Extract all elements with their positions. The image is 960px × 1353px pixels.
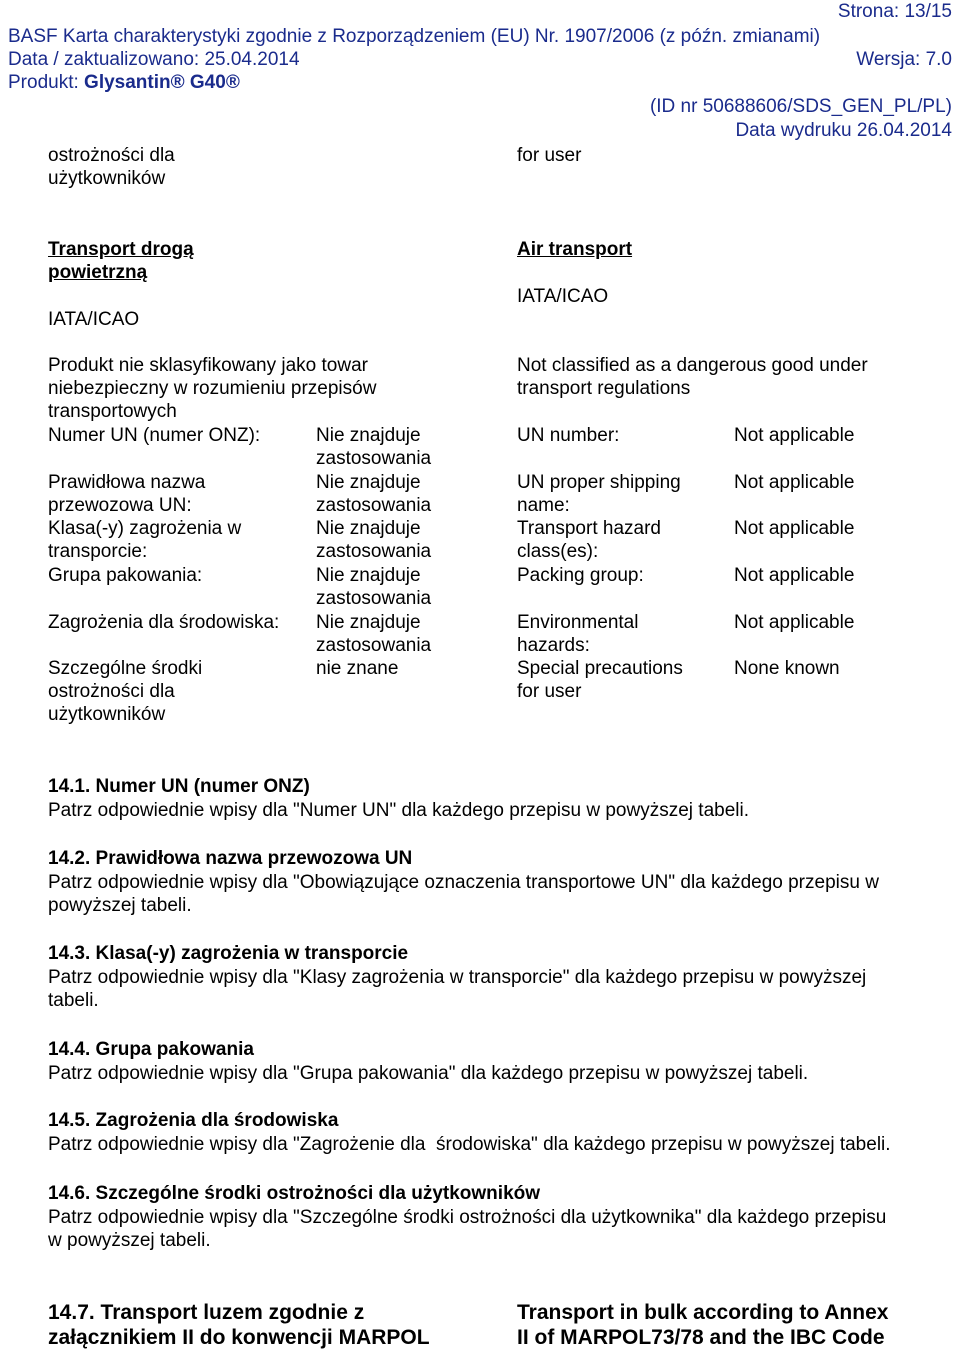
section-14-1-heading bbox=[48, 775, 310, 798]
air-row-special-precautions-label-pl: Szczególne środki ostrożności dla użytkowników bbox=[48, 658, 203, 725]
document-title: BASF Karta charakterystyki zgodnie z Rozporządzeniem (EU) Nr. 1907/2006 (z późn. zmianami) bbox=[8, 26, 821, 47]
section-14-2-heading bbox=[48, 847, 412, 870]
air-row-packing-group-value-pl: Nie znajduje zastosowania bbox=[316, 565, 432, 609]
version: Wersja: 7.0 bbox=[856, 49, 952, 70]
section-title: Szczególne środki ostrożności dla użytkowników bbox=[95, 1183, 541, 1204]
section-title: Numer UN (numer ONZ) bbox=[95, 776, 310, 797]
air-row-shipping-name-value-pl: Nie znajduje zastosowania bbox=[316, 472, 432, 516]
section-14-4-text: Patrz odpowiednie wpisy dla "Grupa pakowania" dla każdego przepisu w powyższej tabeli. bbox=[48, 1063, 809, 1084]
prev-row-label-pl: ostrożności dla użytkowników bbox=[48, 145, 175, 189]
prev-row-label-en: for user bbox=[517, 145, 582, 166]
air-row-hazard-class-label-en: Transport hazard class(es): bbox=[517, 518, 661, 562]
air-row-environmental-label-pl: Zagrożenia dla środowiska: bbox=[48, 612, 280, 633]
section-number: 14.5. bbox=[48, 1110, 91, 1131]
section-14-3-text: Patrz odpowiednie wpisy dla "Klasy zagrożenia w transporcie" dla każdego przepisu w powyższej tabeli. bbox=[48, 967, 867, 1011]
air-row-packing-group-label-en: Packing group: bbox=[517, 565, 644, 586]
section-title: Grupa pakowania bbox=[95, 1039, 254, 1060]
air-note-en: Not classified as a dangerous good under transport regulations bbox=[517, 355, 868, 399]
air-code-en: IATA/ICAO bbox=[517, 286, 609, 307]
product-prefix: Produkt: bbox=[8, 72, 85, 93]
section-title: Klasa(-y) zagrożenia w transporcie bbox=[95, 943, 409, 964]
page-number: Strona: 13/15 bbox=[837, 1, 952, 22]
section-14-6-text: Patrz odpowiednie wpisy dla "Szczególne środki ostrożności dla użytkownika" dla każdego przepisu w powyższej tabeli. bbox=[48, 1207, 887, 1251]
section-14-3-heading bbox=[48, 942, 408, 965]
section-number: 14.6. bbox=[48, 1183, 91, 1204]
product-name: Glysantin® G40® bbox=[84, 72, 240, 93]
section-14-1-text: Patrz odpowiednie wpisy dla "Numer UN" dla każdego przepisu w powyższej tabeli. bbox=[48, 800, 749, 821]
section-number: 14.4. bbox=[48, 1039, 91, 1060]
section-14-6-heading bbox=[48, 1182, 540, 1205]
section-14-7-heading-en: Transport in bulk according to Annex II of MARPOL73/78 and the IBC Code bbox=[517, 1301, 889, 1349]
air-row-special-precautions-value-pl: nie znane bbox=[316, 658, 399, 679]
section-14-5-heading bbox=[48, 1109, 338, 1132]
air-row-environmental-value-en: Not applicable bbox=[734, 612, 855, 633]
air-row-environmental-label-en: Environmental hazards: bbox=[517, 612, 639, 656]
air-row-hazard-class-label-pl: Klasa(-y) zagrożenia w transporcie: bbox=[48, 518, 242, 562]
air-title-en: Air transport bbox=[517, 239, 633, 260]
air-row-environmental-value-pl: Nie znajduje zastosowania bbox=[316, 612, 432, 656]
section-number: 14.1. bbox=[48, 776, 91, 797]
air-row-shipping-name-label-pl: Prawidłowa nazwa przewozowa UN: bbox=[48, 472, 206, 516]
section-title: Zagrożenia dla środowiska bbox=[95, 1110, 339, 1131]
air-note-pl: Produkt nie sklasyfikowany jako towar niebezpieczny w rozumieniu przepisów transportowych bbox=[48, 355, 377, 422]
section-title: Prawidłowa nazwa przewozowa UN bbox=[95, 848, 413, 869]
air-row-special-precautions-value-en: None known bbox=[734, 658, 840, 679]
air-title-pl: Transport drogą powietrzną bbox=[48, 239, 194, 283]
air-row-special-precautions-label-en: Special precautions for user bbox=[517, 658, 683, 702]
section-14-2-text: Patrz odpowiednie wpisy dla "Obowiązujące oznaczenia transportowe UN" dla każdego przepisu w powyższej tabeli. bbox=[48, 872, 879, 916]
air-code-pl: IATA/ICAO bbox=[48, 309, 140, 330]
air-row-hazard-class-value-pl: Nie znajduje zastosowania bbox=[316, 518, 432, 562]
product-line bbox=[8, 72, 240, 94]
section-14-5-text: Patrz odpowiednie wpisy dla "Zagrożenie dla środowiska" dla każdego przepisu w powyższej tabeli. bbox=[48, 1134, 891, 1155]
section-14-7-heading-pl: 14.7. Transport luzem zgodnie z załącznikiem II do konwencji MARPOL bbox=[48, 1301, 430, 1349]
date-updated: Data / zaktualizowano: 25.04.2014 bbox=[8, 49, 300, 70]
section-number: 14.3. bbox=[48, 943, 91, 964]
section-number: 14.2. bbox=[48, 848, 91, 869]
air-row-un-number-value-pl: Nie znajduje zastosowania bbox=[316, 425, 432, 469]
air-row-shipping-name-value-en: Not applicable bbox=[734, 472, 855, 493]
print-date: Data wydruku 26.04.2014 bbox=[735, 120, 952, 141]
section-14-4-heading bbox=[48, 1038, 254, 1061]
air-row-packing-group-label-pl: Grupa pakowania: bbox=[48, 565, 203, 586]
document-id: (ID nr 50688606/SDS_GEN_PL/PL) bbox=[649, 96, 952, 117]
air-row-un-number-label-pl: Numer UN (numer ONZ): bbox=[48, 425, 261, 446]
air-row-un-number-label-en: UN number: bbox=[517, 425, 620, 446]
air-row-packing-group-value-en: Not applicable bbox=[734, 565, 855, 586]
air-row-shipping-name-label-en: UN proper shipping name: bbox=[517, 472, 681, 516]
air-row-un-number-value-en: Not applicable bbox=[734, 425, 855, 446]
air-row-hazard-class-value-en: Not applicable bbox=[734, 518, 855, 539]
